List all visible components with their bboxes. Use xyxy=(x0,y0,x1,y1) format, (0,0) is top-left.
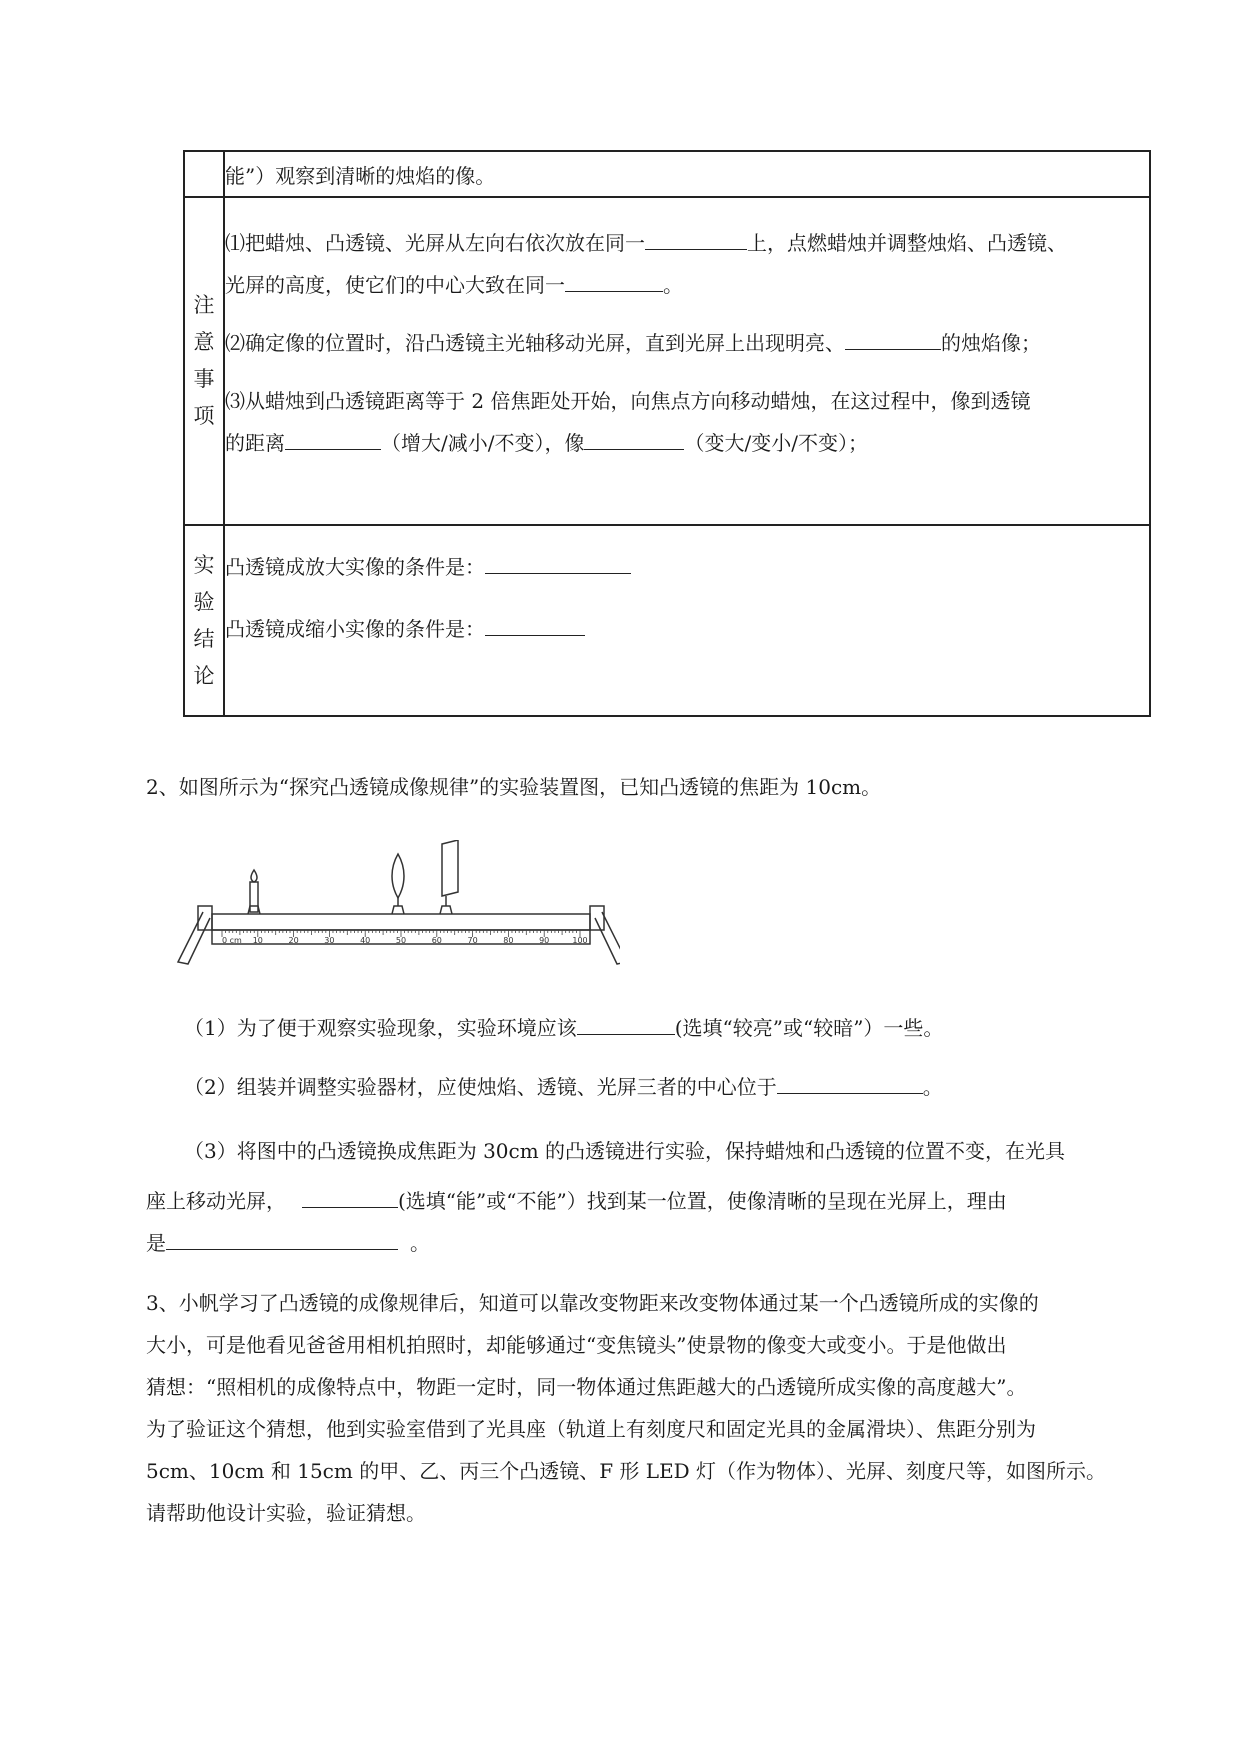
q3-line-5: 5cm、10cm 和 15cm 的甲、乙、丙三个凸透镜、F 形 LED 灯（作为物体）、光屏、刻度尺等，如图所示。 xyxy=(146,1459,1107,1483)
right-foot xyxy=(595,912,620,964)
conclusion-1: 凸透镜成放大实像的条件是： xyxy=(225,552,1149,582)
q3-line-4: 为了验证这个猜想，他到实验室借到了光具座（轨道上有刻度尺和固定光具的金属滑块）、焦距分别为 xyxy=(146,1417,1036,1441)
q2-sub-3-cont2: 是 。 xyxy=(146,1231,430,1255)
convex-lens-icon xyxy=(392,854,404,898)
ruler-label: 30 xyxy=(324,936,335,945)
candle xyxy=(250,882,258,912)
conclusion-label: 实 验 结 论 xyxy=(184,525,224,716)
blank-7[interactable] xyxy=(485,615,585,636)
left-foot xyxy=(178,912,210,964)
q2-blank-1[interactable] xyxy=(577,1014,675,1035)
flame-icon xyxy=(251,870,257,882)
optical-bench-figure xyxy=(170,840,620,972)
row1-label-cell xyxy=(184,151,224,197)
blank-4[interactable] xyxy=(285,429,381,450)
q3-line-6: 请帮助他设计实验，验证猜想。 xyxy=(146,1501,426,1525)
note-2: ⑵确定像的位置时，沿凸透镜主光轴移动光屏，直到光屏上出现明亮、 的烛焰像； xyxy=(225,331,1041,355)
notes-label: 注 意 事 项 xyxy=(184,197,224,525)
notes-body xyxy=(224,197,1150,525)
ruler-label: 90 xyxy=(539,936,550,945)
ruler-label: 10 xyxy=(252,936,263,945)
conclusion-body xyxy=(224,525,1150,716)
q2-blank-2[interactable] xyxy=(777,1073,923,1094)
note-1-cont: 光屏的高度，使它们的中心大致在同一 。 xyxy=(225,273,683,297)
experiment-table xyxy=(183,150,1151,717)
ruler-label: 70 xyxy=(467,936,478,945)
ruler-label: 100 xyxy=(572,936,588,945)
blank-5[interactable] xyxy=(584,429,684,450)
blank-6[interactable] xyxy=(485,553,631,574)
light-screen xyxy=(442,840,458,896)
q3-line-1: 3、小帆学习了凸透镜的成像规律后，知道可以靠改变物距来改变物体通过某一个凸透镜所成的实像的 xyxy=(146,1291,1039,1315)
ruler-label: 80 xyxy=(503,936,514,945)
blank-1[interactable] xyxy=(645,229,747,250)
note-1: ⑴把蜡烛、凸透镜、光屏从左向右依次放在同一 上，点燃蜡烛并调整烛焰、凸透镜、 xyxy=(225,231,1067,255)
q2-sub-1: （1）为了便于观察实验现象，实验环境应该 (选填“较亮”或“较暗”）一些。 xyxy=(184,1016,944,1040)
q3-line-3: 猜想：“照相机的成像特点中，物距一定时，同一物体通过焦距越大的凸透镜所成实像的高度越大”。 xyxy=(146,1375,1027,1399)
lens-holder xyxy=(392,906,404,914)
ruler-label: 50 xyxy=(395,936,407,945)
ruler-label: 0 cm xyxy=(222,936,242,945)
q3-paragraph xyxy=(146,1282,1151,1534)
q2-stem: 2、如图所示为“探究凸透镜成像规律”的实验装置图，已知凸透镜的焦距为 10cm。 xyxy=(146,775,882,799)
q2-blank-3[interactable] xyxy=(302,1187,398,1208)
q2-sub-3-cont: 座上移动光屏， (选填“能”或“不能”）找到某一位置，使像清晰的呈现在光屏上，理由 xyxy=(146,1189,1007,1213)
q2-sub-3: （3）将图中的凸透镜换成焦距为 30cm 的凸透镜进行实验，保持蜡烛和凸透镜的位置不变，在光具 xyxy=(184,1139,1066,1163)
q3-line-2: 大小，可是他看见爸爸用相机拍照时，却能够通过“变焦镜头”使景物的像变大或变小。于是他做出 xyxy=(146,1333,1007,1357)
blank-3[interactable] xyxy=(845,329,941,350)
note-3-cont: 的距离 （增大/减小/不变），像 （变大/变小/不变）； xyxy=(225,431,868,455)
conclusion-2: 凸透镜成缩小实像的条件是： xyxy=(225,614,1149,644)
screen-holder xyxy=(440,906,452,914)
ruler-label: 40 xyxy=(360,936,371,945)
right-end-block xyxy=(590,906,604,930)
ruler-label: 20 xyxy=(288,936,299,945)
row1-text: 能”）观察到清晰的烛焰的像。 xyxy=(224,151,1150,197)
note-3: ⑶从蜡烛到凸透镜距离等于 2 倍焦距处开始，向焦点方向移动蜡烛，在这过程中，像到透镜 xyxy=(225,389,1031,413)
blank-2[interactable] xyxy=(565,271,663,292)
rail xyxy=(212,914,590,930)
ruler-label: 60 xyxy=(431,936,442,945)
q2-blank-4[interactable] xyxy=(166,1229,398,1250)
q2-sub-2: （2）组装并调整实验器材，应使烛焰、透镜、光屏三者的中心位于 。 xyxy=(184,1075,943,1099)
